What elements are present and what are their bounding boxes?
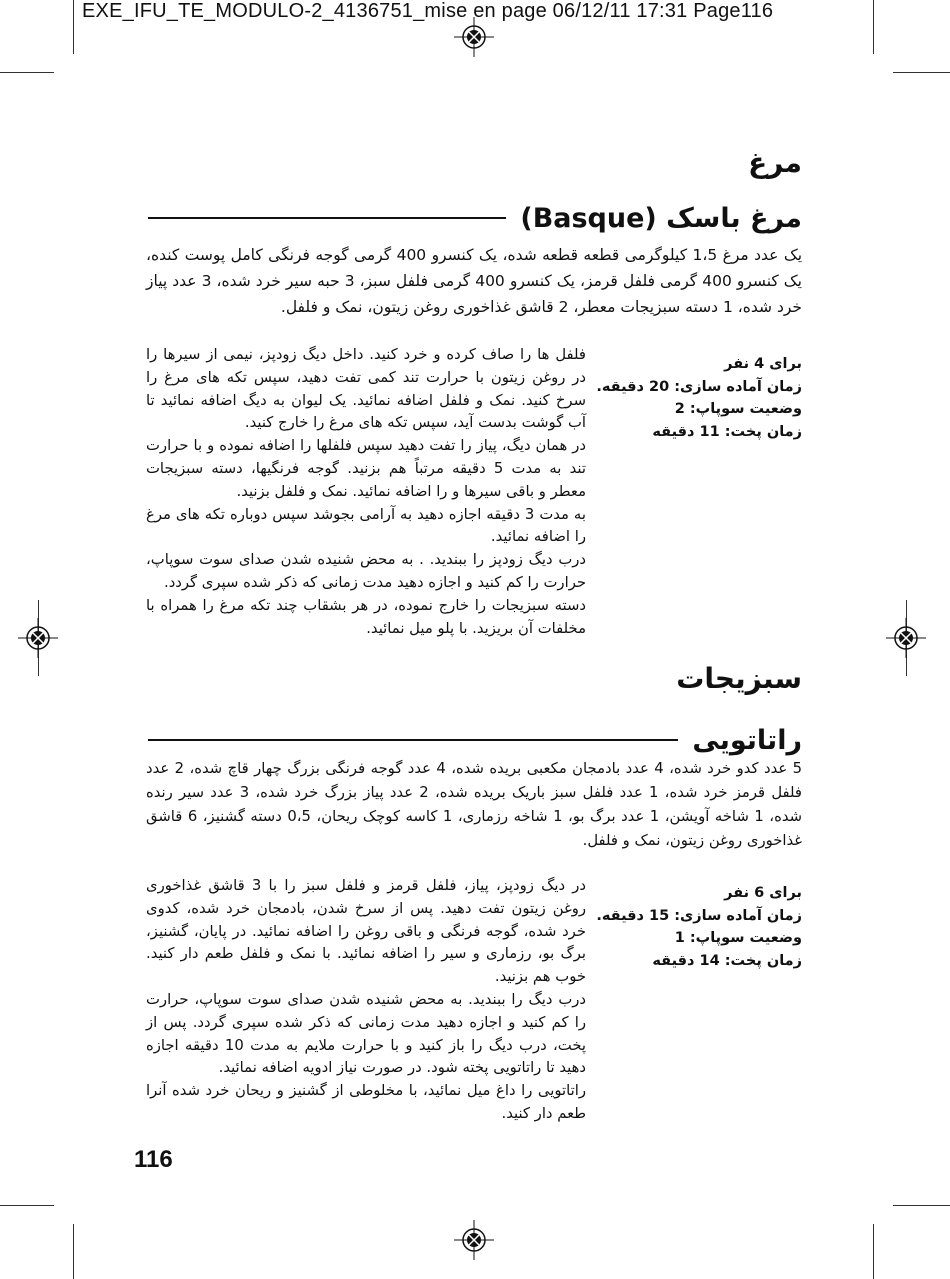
servings: برای 6 نفر <box>724 885 802 901</box>
method-step: فلفل ها را صاف کرده و خرد کنید. داخل دیگ زودپز، نیمی از سیرها را در روغن زیتون با حرارت تند کمی تفت دهید، سپس تکه های مرغ را سرخ کنید. نمک و فلفل اضافه نمائید. یک لیوان به دیگ اضافه نمائید تا آب گوشت بدست آید، سپس تکه های مرغ را خارج کنید. <box>146 346 586 432</box>
registration-mark-left-icon <box>18 618 58 658</box>
print-header: EXE_IFU_TE_MODULO-2_4136751_mise en page 06/12/11 17:31 Page116 <box>82 0 774 22</box>
prep-time: زمان آماده سازی: 20 دقیقه. <box>596 378 802 395</box>
cook-time: زمان پخت: 11 دقیقه <box>652 423 802 440</box>
page-number: 116 <box>134 1146 173 1173</box>
crop-mark-bottom-left-v <box>73 1224 74 1279</box>
method-step: راتاتویی را داغ میل نمائید، با مخلوطی از گشنیز و ریحان خرد شده آنرا طعم دار کنید. <box>146 1082 586 1122</box>
recipe-header-ratatouille <box>148 722 802 758</box>
cook-time: زمان پخت: 14 دقیقه <box>652 952 802 969</box>
crop-mark-top-right-h <box>893 72 950 73</box>
title-rule <box>148 217 506 219</box>
valve-setting: وضعیت سوپاپ: 1 <box>674 930 802 946</box>
method-step: به مدت 3 دقیقه اجازه دهید به آرامی بجوشد سپس دوباره تکه های مرغ را اضافه نمائید. <box>146 505 586 546</box>
recipe-info <box>596 882 802 972</box>
ingredients-paragraph: یک عدد مرغ 1،5 کیلوگرمی قطعه قطعه شده، یک کنسرو 400 گرمی گوجه فرنگی کامل پوست کنده، یک کنسرو 400 گرمی فلفل قرمز، یک کنسرو 400 گرمی فلفل سبز، 3 حبه سیر خرد شده، 3 عدد پیاز خرد شده، 1 دسته سبزیجات معطر، 2 قاشق غذاخوری روغن زیتون، نمک و فلفل. <box>146 246 803 316</box>
registration-mark-bottom-icon <box>454 1220 494 1260</box>
crop-mark-top-left-h <box>0 72 54 73</box>
crop-mark-top-right-v <box>873 0 874 54</box>
title-rule <box>148 739 678 741</box>
servings: برای 4 نفر <box>724 356 802 372</box>
recipe-title: راتاتویی <box>692 724 802 756</box>
recipe-title: مرغ باسک (Basque) <box>520 202 802 234</box>
method-step: دسته سبزیجات را خارج نموده، در هر بشقاب چند تکه مرغ را همراه با مخلفات آن بریزید. با پلو میل نمائید. <box>146 596 586 637</box>
recipe-info <box>596 353 802 443</box>
crop-mark-bottom-right-h <box>893 1205 950 1206</box>
method-step: در دیگ زودپز، پیاز، فلفل قرمز و فلفل سبز را با 3 قاشق غذاخوری روغن زیتون تفت دهید. پس از سرخ شدن، بادمجان خرد شده، کدوی خرد شده، گوجه فرنگی و باقی روغن را اضافه نمائید. در پایان، گشنیز، برگ بو، رزماری و سیر را اضافه نمائید. با نمک و فلفل طعم دار کنید. خوب هم بزنید. <box>146 877 586 986</box>
method-step: در همان دیگ، پیاز را تفت دهید سپس فلفلها را اضافه نموده و با حرارت تند به مدت 5 دقیقه مرتباً هم بزنید. گوجه فرنگیها، دسته سبزیجات معطر و باقی سیرها و را اضافه نمائید. نمک و فلفل بزنید. <box>146 437 587 500</box>
section-title-vegetables: سبزیجات <box>676 662 802 695</box>
valve-setting: وضعیت سوپاپ: 2 <box>674 401 802 417</box>
section-title-poultry: مرغ <box>748 146 802 179</box>
registration-mark-right-icon <box>886 618 926 658</box>
recipe-header-basque-chicken <box>148 200 802 236</box>
ingredients-paragraph: 5 عدد کدو خرد شده، 4 عدد بادمجان مکعبی بریده شده، 4 عدد گوجه فرنگی بزرگ چهار قاچ شده، 2 عدد فلفل قرمز خرد شده، 1 عدد فلفل سبز باریک بریده شده، 2 عدد پیاز بزرگ خرد شده، 3 عدد سیر رنده شده، 1 شاخه آویشن، 1 عدد برگ بو، 1 شاخه رزماری، 1 کاسه کوچک ریحان، 0،5 دسته گشنیز، 6 قاشق غذاخوری روغن زیتون، نمک و فلفل. <box>146 760 803 849</box>
method-step: درب دیگ زودپز را ببندید. . به محض شنیده شدن صدای سوت سوپاپ، حرارت را کم کنید و اجازه دهید مدت زمانی که ذکر شده سپری گردد. <box>146 551 586 591</box>
method-text <box>146 875 586 1126</box>
crop-mark-bottom-left-h <box>0 1205 54 1206</box>
method-step: درب دیگ را ببندید. به محض شنیده شدن صدای سوت سوپاپ، حرارت را کم کنید و اجازه دهید مدت زمانی که ذکر شده سپری گردد. پس از پخت، درب دیگ را باز کنید و با حرارت ملایم به مدت 10 دقیقه اجازه دهید تا راتاتویی پخته شود. در صورت نیاز ادویه اضافه نمائید. <box>146 990 587 1077</box>
prep-time: زمان آماده سازی: 15 دقیقه. <box>596 907 802 924</box>
method-text <box>146 344 586 640</box>
crop-mark-bottom-right-v <box>873 1224 874 1279</box>
registration-mark-top-icon <box>454 17 494 57</box>
crop-mark-top-left-v <box>73 0 74 54</box>
